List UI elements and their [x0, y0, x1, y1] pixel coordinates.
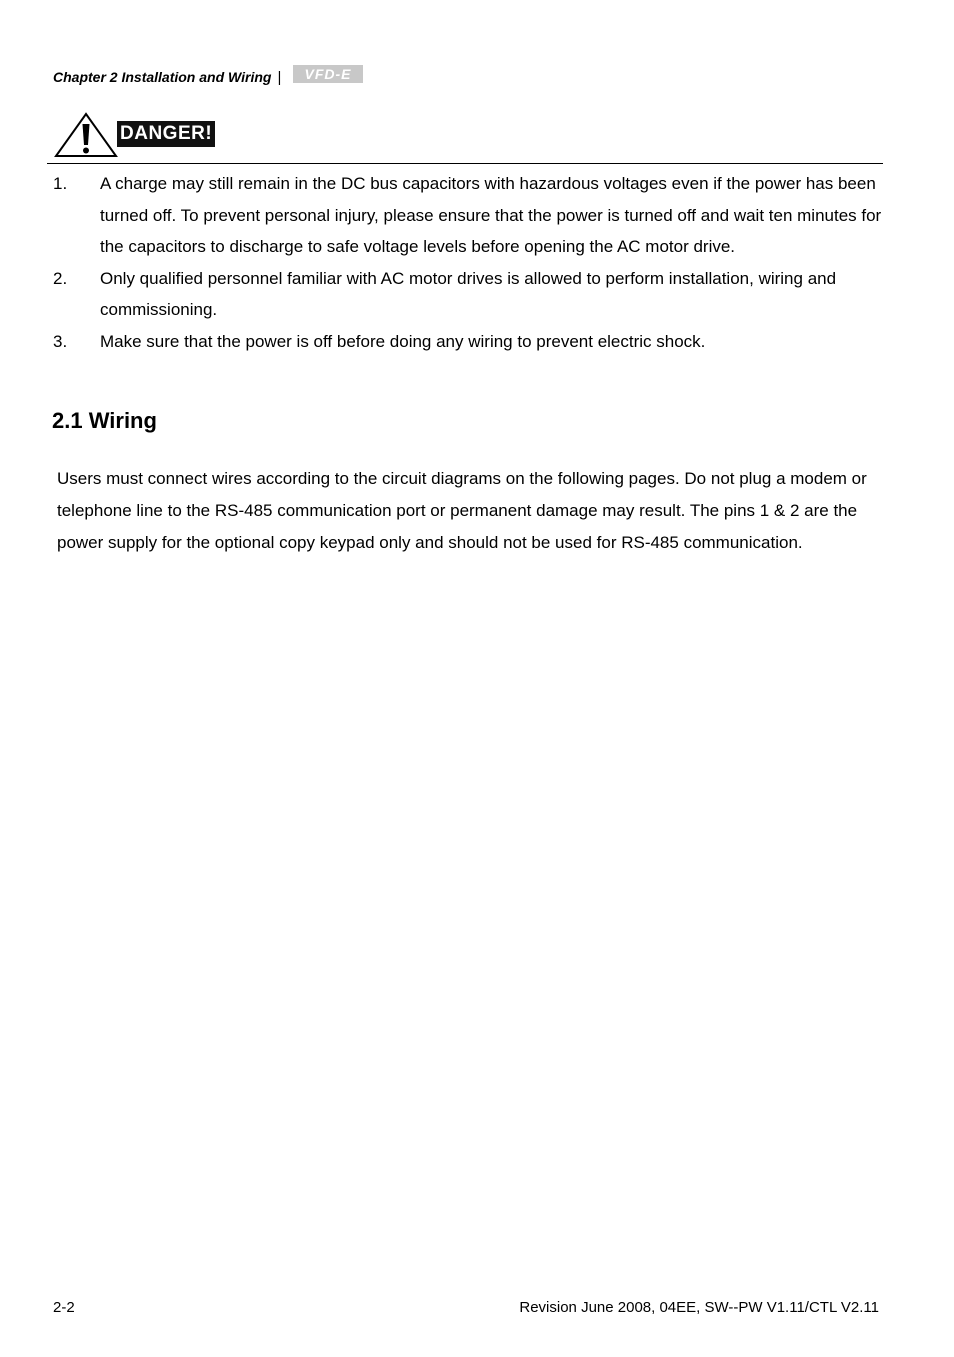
list-item-number: 3. [53, 331, 68, 351]
warning-triangle-icon [54, 112, 118, 163]
page-number: 2-2 [53, 1299, 75, 1316]
vfd-e-logo-icon [293, 65, 363, 83]
header-separator: | [277, 68, 282, 86]
page-header [53, 66, 363, 88]
revision-info: Revision June 2008, 04EE, SW--PW V1.11/CTL V2.11 [519, 1299, 879, 1316]
section-title: 2.1 Wiring [52, 408, 157, 433]
list-item [53, 168, 883, 263]
list-item-text: Make sure that the power is off before doing any wiring to prevent electric shock. [100, 331, 706, 351]
list-item-text: A charge may still remain in the DC bus capacitors with hazardous voltages even if the power has been turned off. To prevent personal injury, please ensure that the power is turned off and wait ten minutes for the capacitors to discharge to safe voltage levels before opening the AC motor drive. [100, 174, 882, 256]
list-item [53, 326, 883, 358]
list-item-text: Only qualified personnel familiar with AC motor drives is allowed to perform installation, wiring and commissioning. [100, 268, 837, 319]
danger-divider [47, 163, 883, 164]
danger-list [53, 168, 883, 357]
list-item [53, 263, 883, 326]
logo-text: VFD-E [304, 66, 352, 82]
danger-label: DANGER! [117, 121, 215, 147]
chapter-title: Chapter 2 Installation and Wiring [53, 69, 272, 85]
list-item-number: 2. [53, 268, 68, 288]
section-paragraph: Users must connect wires according to the circuit diagrams on the following pages. Do not plug a modem or telephone line to the RS-485 communication port or permanent damage may result. The pins 1 & 2 are the power supply for the optional copy keypad only and should not be used for RS-485 communication. [57, 469, 867, 552]
list-item-number: 1. [53, 174, 68, 193]
